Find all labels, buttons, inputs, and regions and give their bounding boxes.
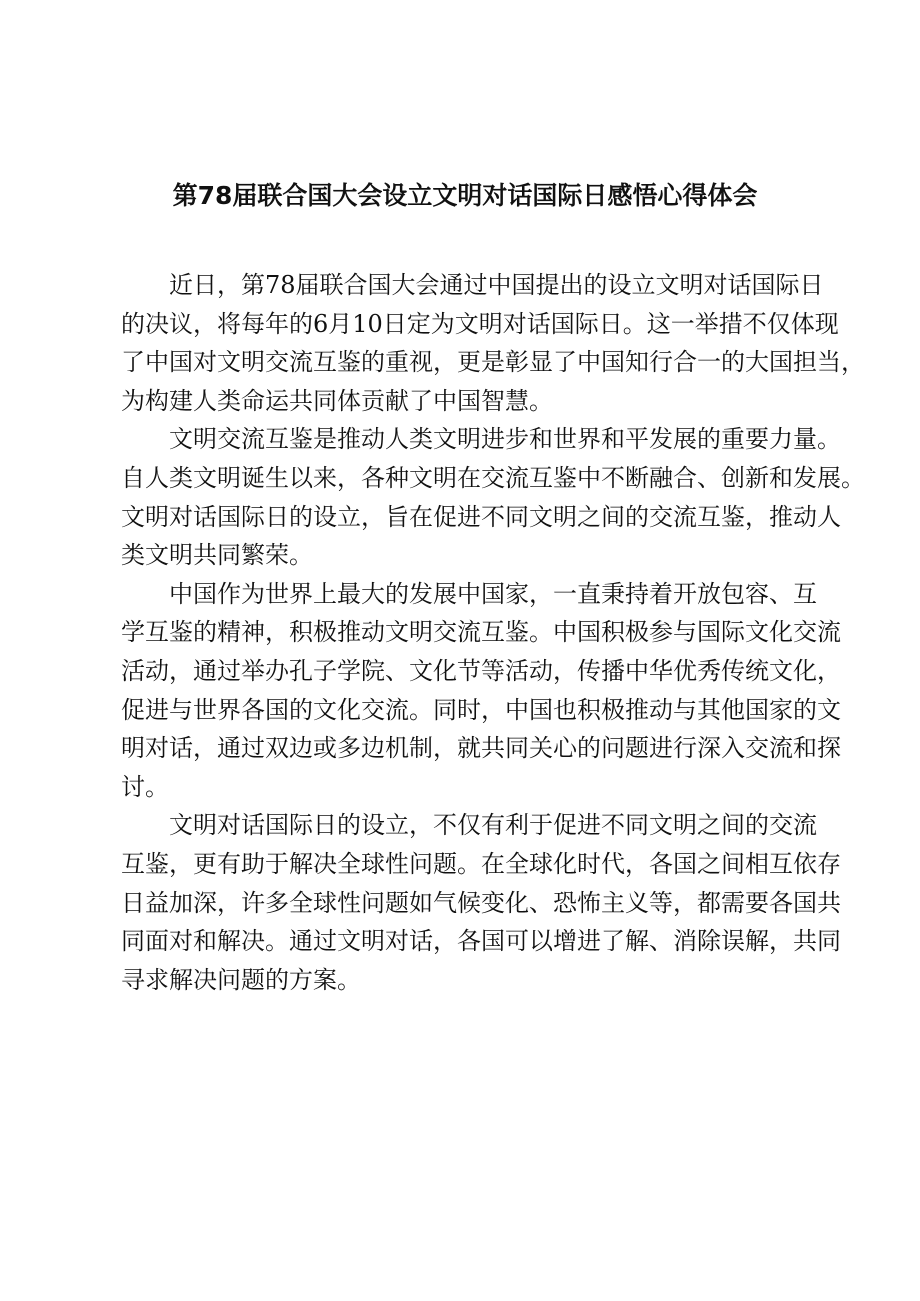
paragraph-line: 寻求解决问题的方案。 (121, 965, 361, 994)
paragraph-line: 为构建人类命运共同体贡献了中国智慧。 (121, 386, 553, 415)
paragraph-line: 文明对话国际日的设立，旨在促进不同文明之间的交流互鉴，推动人 (121, 502, 841, 531)
document-body (121, 266, 865, 999)
paragraph-line: 的决议，将每年的6月10日定为文明对话国际日。这一举措不仅体现 (121, 309, 839, 338)
paragraph-line: 文明交流互鉴是推动人类文明进步和世界和平发展的重要力量。 (169, 425, 841, 454)
paragraph-line: 互鉴，更有助于解决全球性问题。在全球化时代，各国之间相互依存 (121, 849, 841, 878)
paragraph-line: 促进与世界各国的文化交流。同时，中国也积极推动与其他国家的文 (121, 695, 841, 724)
paragraph-line: 了中国对文明交流互鉴的重视，更是彰显了中国知行合一的大国担当， (121, 348, 865, 377)
paragraph-line: 讨。 (121, 772, 169, 801)
paragraph-line: 同面对和解决。通过文明对话，各国可以增进了解、消除误解，共同 (121, 927, 841, 956)
paragraph-line: 近日，第78届联合国大会通过中国提出的设立文明对话国际日 (169, 271, 824, 299)
paragraph-1 (121, 266, 865, 420)
paragraph-line: 日益加深，许多全球性问题如气候变化、恐怖主义等，都需要各国共 (121, 888, 841, 917)
paragraph-line: 明对话，通过双边或多边机制，就共同关心的问题进行深入交流和探 (121, 734, 841, 763)
paragraph-line: 文明对话国际日的设立，不仅有利于促进不同文明之间的交流 (169, 811, 817, 840)
paragraph-line: 自人类文明诞生以来，各种文明在交流互鉴中不断融合、创新和发展。 (121, 463, 865, 492)
paragraph-line: 活动，通过举办孔子学院、文化节等活动，传播中华优秀传统文化， (121, 656, 841, 685)
paragraph-line: 类文明共同繁荣。 (121, 541, 313, 570)
paragraph-line: 学互鉴的精神，积极推动文明交流互鉴。中国积极参与国际文化交流 (121, 618, 841, 647)
paragraph-4 (121, 806, 841, 999)
document-title: 第78届联合国大会设立文明对话国际日感悟心得体会 (172, 181, 758, 210)
paragraph-line: 中国作为世界上最大的发展中国家，一直秉持着开放包容、互 (169, 579, 817, 608)
paragraph-3 (121, 575, 841, 807)
paragraph-2 (121, 420, 865, 574)
